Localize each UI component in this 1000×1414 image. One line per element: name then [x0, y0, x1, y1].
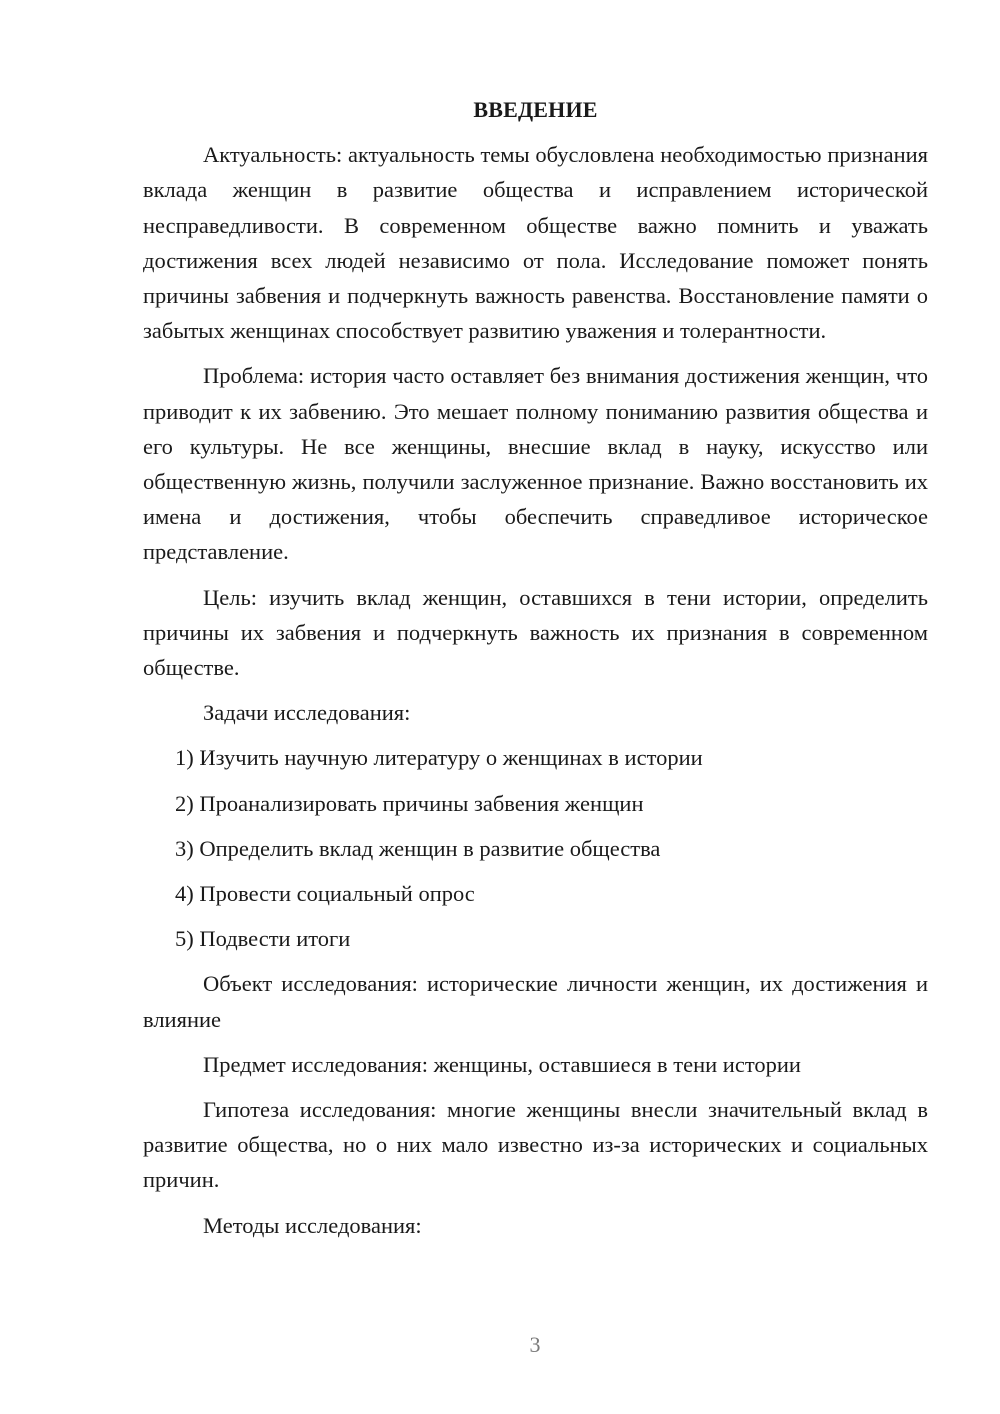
- methods-title: Методы исследования:: [203, 1212, 422, 1238]
- page-number: 3: [529, 1332, 541, 1357]
- goal-paragraph: Цель: изучить вклад женщин, оставшихся в тени истории, определить причины их забвения и подчеркнуть важность их признания в современном обществе.: [143, 584, 928, 681]
- tasks-list: [143, 740, 928, 956]
- task-item-1: 1) Изучить научную литературу о женщинах в истории: [175, 745, 703, 771]
- tasks-title: Задачи исследования:: [203, 700, 411, 726]
- task-item-5: 5) Подвести итоги: [175, 926, 351, 952]
- problem-paragraph: Проблема: история часто оставляет без внимания достижения женщин, что приводит к их забвению. Это мешает полному пониманию развития общества и его культуры. Не все женщины, внесшие вклад в науку, искусство или общественную жизнь, получили заслуженное признание. Важно восстановить их имена и достижения, чтобы обеспечить справедливое историческое представление.: [143, 363, 928, 565]
- object-paragraph: Объект исследования: исторические личности женщин, их достижения и влияние: [143, 971, 928, 1032]
- document-page: [143, 92, 928, 1253]
- hypothesis-paragraph: Гипотеза исследования: многие женщины внесли значительный вклад в развитие общества, но о них мало известно из-за исторических и социальных причин.: [143, 1097, 928, 1193]
- relevance-paragraph: Актуальность: актуальность темы обусловлена необходимостью признания вклада женщин в развитие общества и исправлением исторической несправедливости. В современном обществе важно помнить и уважать достижения всех людей независимо от пола. Исследование поможет понять причины забвения и подчеркнуть важность равенства. Восстановление памяти о забытых женщинах способствует развитию уважения и толерантности.: [143, 142, 928, 344]
- task-item-4: 4) Провести социальный опрос: [175, 881, 475, 907]
- task-item-3: 3) Определить вклад женщин в развитие общества: [175, 835, 661, 861]
- subject-paragraph: Предмет исследования: женщины, оставшиеся в тени истории: [203, 1051, 801, 1077]
- task-item-2: 2) Проанализировать причины забвения женщин: [175, 790, 644, 816]
- section-heading: ВВЕДЕНИЕ: [473, 97, 598, 122]
